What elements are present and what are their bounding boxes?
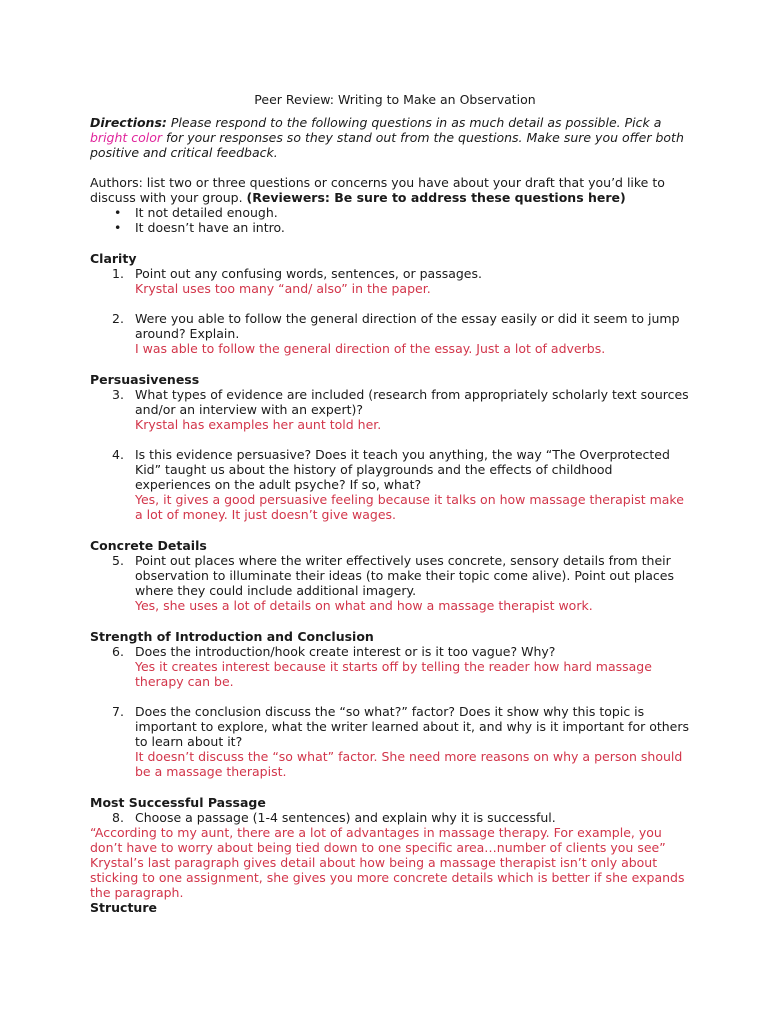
- question-8: [90, 810, 690, 825]
- authors-text: Authors: list two or three questions or concerns you have about your draft that you’d like to discuss with your group.: [90, 175, 665, 205]
- section-heading-intro-conclusion: Strength of Introduction and Conclusion: [90, 629, 374, 644]
- authors-reviewer-note: (Reviewers: Be sure to address these questions here): [246, 190, 626, 205]
- section-heading-clarity: Clarity: [90, 251, 137, 266]
- question-1: [90, 266, 690, 281]
- section-heading-successful-passage: Most Successful Passage: [90, 795, 266, 810]
- question-number: 5.: [112, 553, 124, 568]
- question-text: Is this evidence persuasive? Does it teach you anything, the way “The Overprotected Kid” taught us about the history of playgrounds and the effects of childhood experiences on the adult psyche? If so, what?: [135, 447, 670, 492]
- directions-paragraph: [90, 115, 690, 160]
- directions-label: Directions:: [90, 115, 167, 130]
- answer-2: I was able to follow the general direction of the essay. Just a lot of adverbs.: [135, 341, 606, 356]
- question-text: Point out any confusing words, sentences, or passages.: [135, 266, 482, 281]
- list-item: • It doesn’t have an intro.: [90, 220, 690, 235]
- question-4: [90, 447, 690, 492]
- question-5: [90, 553, 690, 598]
- question-text: Choose a passage (1-4 sentences) and explain why it is successful.: [135, 810, 556, 825]
- question-text: Point out places where the writer effectively uses concrete, sensory details from their observation to illuminate their ideas (to make their topic come alive). Point out places where they could include additional imagery.: [135, 553, 674, 598]
- question-text: Were you able to follow the general direction of the essay easily or did it seem to jump around? Explain.: [135, 311, 680, 341]
- directions-highlight: bright color: [90, 130, 163, 145]
- question-3: [90, 387, 690, 417]
- question-text: Does the conclusion discuss the “so what?” factor? Does it show why this topic is important to explore, what the writer learned about it, and why is it important for others to learn about it?: [135, 704, 690, 749]
- question-text: What types of evidence are included (research from appropriately scholarly text sources and/or an interview with an expert)?: [135, 387, 689, 417]
- answer-1: Krystal uses too many “and/ also” in the paper.: [135, 281, 431, 296]
- author-concerns-list: [90, 205, 690, 235]
- question-number: 4.: [112, 447, 124, 462]
- answer-7: It doesn’t discuss the “so what” factor. She need more reasons on why a person should be a massage therapist.: [135, 749, 683, 779]
- question-number: 6.: [112, 644, 124, 659]
- question-text: Does the introduction/hook create interest or is it too vague? Why?: [135, 644, 556, 659]
- answer-5: Yes, she uses a lot of details on what and how a massage therapist work.: [135, 598, 593, 613]
- directions-text-after: for your responses so they stand out from the questions. Make sure you offer both positive and critical feedback.: [90, 130, 684, 160]
- section-heading-concrete-details: Concrete Details: [90, 538, 207, 553]
- question-number: 1.: [112, 266, 124, 281]
- question-number: 3.: [112, 387, 124, 402]
- question-6: [90, 644, 690, 659]
- list-item: • It not detailed enough.: [90, 205, 690, 220]
- answer-3: Krystal has examples her aunt told her.: [135, 417, 382, 432]
- page-title: Peer Review: Writing to Make an Observation: [254, 92, 536, 107]
- answer-6: Yes it creates interest because it starts off by telling the reader how hard massage therapy can be.: [135, 659, 652, 689]
- question-number: 7.: [112, 704, 124, 719]
- answer-8: “According to my aunt, there are a lot of advantages in massage therapy. For example, you don’t have to worry about being tied down to one specific area…number of clients you see” Krystal’s last paragraph gives detail about how being a massage therapist isn’t only about sticking to one assignment, she gives you more concrete details which is better if she expands the paragraph.: [90, 825, 685, 900]
- directions-text-before: Please respond to the following questions in as much detail as possible. Pick a: [166, 115, 662, 130]
- question-7: [90, 704, 690, 749]
- question-2: [90, 311, 690, 341]
- section-heading-structure: Structure: [90, 900, 157, 915]
- authors-paragraph: [90, 175, 690, 205]
- answer-4: Yes, it gives a good persuasive feeling because it talks on how massage therapist make a lot of money. It just doesn’t give wages.: [135, 492, 684, 522]
- document-page: [90, 92, 690, 915]
- question-number: 2.: [112, 311, 124, 326]
- section-heading-persuasiveness: Persuasiveness: [90, 372, 200, 387]
- question-number: 8.: [112, 810, 124, 825]
